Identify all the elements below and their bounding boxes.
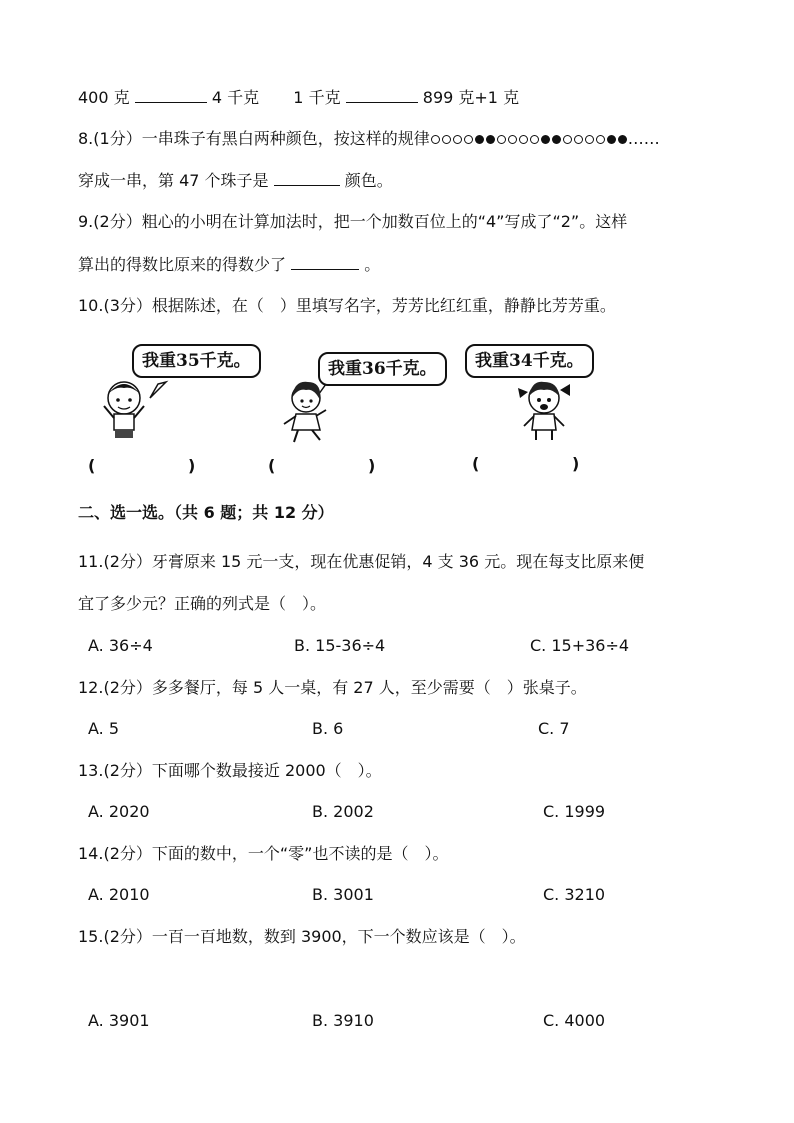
q11-option-c[interactable]: C. 15+36÷4 xyxy=(530,636,630,655)
q14-option-b[interactable]: B. 3001 xyxy=(312,885,374,904)
q7-left2: 1 千克 xyxy=(293,88,341,107)
black-bead xyxy=(486,135,495,144)
q13-option-c[interactable]: C. 1999 xyxy=(543,802,606,821)
white-bead xyxy=(431,135,440,144)
q8-line2 xyxy=(78,169,393,192)
speech-bubble-3: 我重34千克。 xyxy=(465,344,594,378)
q7-blank2[interactable] xyxy=(346,86,418,103)
section-2-title: 二、选一选。（共 6 题；共 12 分） xyxy=(78,503,334,522)
white-bead xyxy=(453,135,462,144)
black-bead xyxy=(618,135,627,144)
speech-bubble-2: 我重36千克。 xyxy=(318,352,447,386)
q9-line1: 9.(2分）粗心的小明在计算加法时，把一个加数百位上的“4”写成了“2”。这样 xyxy=(78,212,628,231)
answer-paren-1-close: ) xyxy=(188,456,196,475)
q8-line2-pre: 穿成一串，第 47 个珠子是 xyxy=(78,171,269,190)
white-bead xyxy=(442,135,451,144)
q13-option-a[interactable]: A. 2020 xyxy=(88,802,150,821)
answer-paren-2-close: ) xyxy=(368,456,376,475)
answer-paren-3-open: ( xyxy=(472,454,480,473)
white-bead xyxy=(563,135,572,144)
girl-figure-2 xyxy=(280,370,350,450)
q11-line2: 宜了多少元？正确的列式是（ ）。 xyxy=(78,594,327,613)
q11-line1: 11.(2分）牙膏原来 15 元一支，现在优惠促销，4 支 36 元。现在每支比原来便 xyxy=(78,552,645,571)
answer-paren-2-open: ( xyxy=(268,456,276,475)
q7-right2: 899 克+1 克 xyxy=(422,88,520,107)
q8-ellipsis: …… xyxy=(627,129,660,148)
q10-text: 10.(3分）根据陈述，在（ ）里填写名字，芳芳比红红重，静静比芳芳重。 xyxy=(78,296,616,315)
q9-line2 xyxy=(78,253,380,276)
black-bead xyxy=(552,135,561,144)
q11-option-a[interactable]: A. 36÷4 xyxy=(88,636,153,655)
q13-option-b[interactable]: B. 2002 xyxy=(312,802,374,821)
bead-pattern xyxy=(430,129,628,148)
q12-text: 12.(2分）多多餐厅，每 5 人一桌，有 27 人，至少需要（ ）张桌子。 xyxy=(78,678,587,697)
q8-blank[interactable] xyxy=(274,169,340,186)
white-bead xyxy=(497,135,506,144)
boy-figure-1 xyxy=(96,360,186,450)
q14-text: 14.(2分）下面的数中，一个“零”也不读的是（ ）。 xyxy=(78,844,449,863)
girl-figure-3 xyxy=(512,370,582,450)
q8-text: 8.(1分）一串珠子有黑白两种颜色，按这样的规律 xyxy=(78,129,430,148)
q15-option-b[interactable]: B. 3910 xyxy=(312,1011,374,1030)
q9-line2-pre: 算出的得数比原来的得数少了 xyxy=(78,255,287,274)
white-bead xyxy=(508,135,517,144)
black-bead xyxy=(475,135,484,144)
white-bead xyxy=(574,135,583,144)
white-bead xyxy=(596,135,605,144)
q8-line2-post: 颜色。 xyxy=(344,171,393,190)
q14-option-c[interactable]: C. 3210 xyxy=(543,885,606,904)
q7-left1: 400 克 xyxy=(78,88,130,107)
answer-paren-1-open: ( xyxy=(88,456,96,475)
q7-line xyxy=(78,86,519,109)
q8-line1 xyxy=(78,128,660,150)
q12-option-a[interactable]: A. 5 xyxy=(88,719,120,738)
white-bead xyxy=(519,135,528,144)
black-bead xyxy=(541,135,550,144)
q7-blank1[interactable] xyxy=(135,86,207,103)
q9-line2-post: 。 xyxy=(364,255,381,274)
q15-text: 15.(2分）一百一百地数，数到 3900，下一个数应该是（ ）。 xyxy=(78,927,526,946)
white-bead xyxy=(530,135,539,144)
q12-option-c[interactable]: C. 7 xyxy=(538,719,570,738)
q14-option-a[interactable]: A. 2010 xyxy=(88,885,150,904)
answer-paren-3-close: ) xyxy=(572,454,580,473)
q9-blank[interactable] xyxy=(291,253,359,270)
speech-bubble-1: 我重35千克。 xyxy=(132,344,261,378)
q15-option-a[interactable]: A. 3901 xyxy=(88,1011,150,1030)
q12-option-b[interactable]: B. 6 xyxy=(312,719,344,738)
white-bead xyxy=(585,135,594,144)
q15-option-c[interactable]: C. 4000 xyxy=(543,1011,606,1030)
black-bead xyxy=(607,135,616,144)
q7-right1: 4 千克 xyxy=(211,88,260,107)
q13-text: 13.(2分）下面哪个数最接近 2000（ ）。 xyxy=(78,761,382,780)
q11-option-b[interactable]: B. 15-36÷4 xyxy=(294,636,386,655)
white-bead xyxy=(464,135,473,144)
